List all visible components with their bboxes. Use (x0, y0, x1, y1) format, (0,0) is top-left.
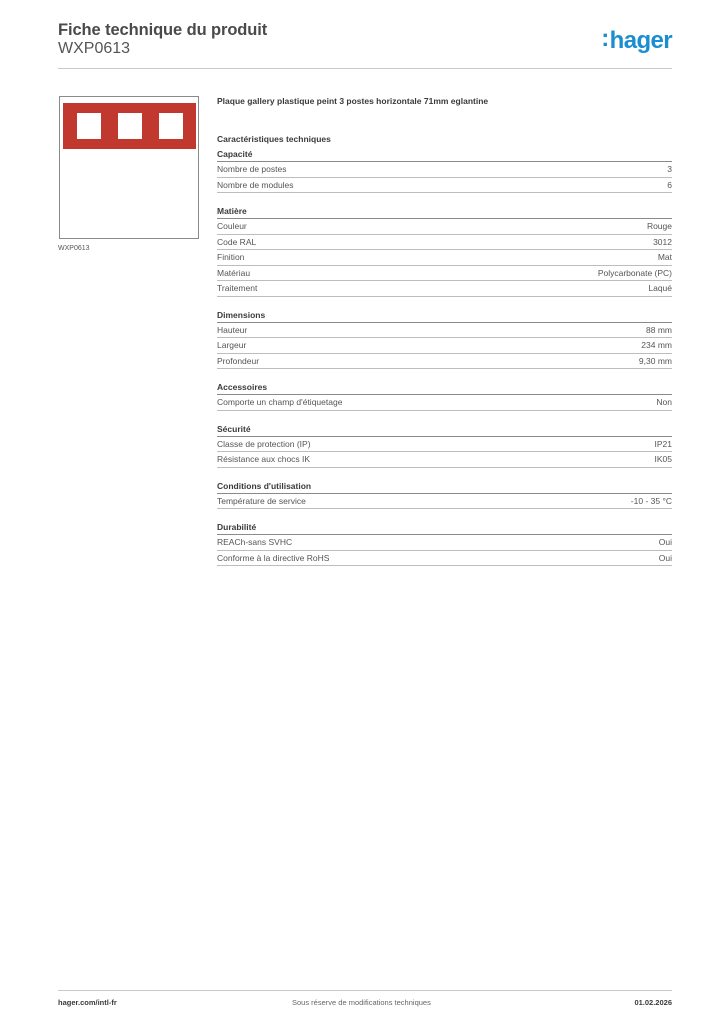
spec-row (217, 162, 672, 178)
spec-label: Nombre de postes (217, 164, 287, 174)
spec-label: Température de service (217, 495, 306, 506)
spec-row (217, 219, 672, 235)
spec-group-title: Conditions d'utilisation (217, 480, 672, 494)
spec-row (217, 494, 672, 510)
document-title: Fiche technique du produit (58, 21, 268, 39)
spec-row (217, 281, 672, 297)
spec-row (217, 437, 672, 453)
spec-content (217, 95, 672, 566)
footer-date: 01.02.2026 (634, 998, 672, 1007)
image-caption: WXP0613 (58, 245, 90, 252)
spec-label: Hauteur (217, 324, 248, 335)
plate-opening-3 (159, 113, 183, 139)
spec-value: 6 (667, 179, 672, 190)
spec-value: Rouge (646, 221, 672, 231)
spec-label: REACh-sans SVHC (217, 537, 293, 547)
product-reference: WXP0613 (58, 40, 131, 57)
spec-value: Polycarbonate (PC) (597, 267, 672, 278)
spec-label: Largeur (217, 340, 247, 350)
spec-value: IP21 (654, 438, 672, 449)
spec-label: Nombre de modules (217, 179, 294, 190)
spec-group-title: Durabilité (217, 521, 672, 535)
spec-label: Finition (217, 252, 245, 262)
spec-label: Code RAL (217, 236, 257, 247)
spec-row (217, 338, 672, 354)
spec-group-title: Dimensions (217, 309, 672, 323)
plate-opening-2 (118, 113, 142, 139)
spec-group (217, 148, 672, 193)
specs-heading: Caractéristiques techniques (217, 134, 331, 144)
spec-value: 88 mm (646, 324, 672, 335)
spec-label: Traitement (217, 283, 258, 293)
spec-row (217, 452, 672, 468)
spec-row (217, 266, 672, 282)
spec-value: Oui (658, 537, 672, 547)
spec-value: Laqué (648, 283, 672, 293)
footer-divider (58, 990, 672, 991)
spec-value: Oui (658, 552, 672, 563)
spec-row (217, 178, 672, 194)
logo-text: hager (609, 27, 672, 54)
spec-label: Conforme à la directive RoHS (217, 552, 330, 563)
spec-value: Mat (657, 252, 672, 262)
plate-opening-1 (77, 113, 101, 139)
spec-group-title: Accessoires (217, 381, 672, 395)
spec-label: Matériau (217, 267, 251, 278)
spec-label: Comporte un champ d'étiquetage (217, 397, 343, 407)
spec-groups (217, 148, 672, 566)
spec-group (217, 521, 672, 566)
product-description: Plaque gallery plastique peint 3 postes horizontale 71mm eglantine (217, 96, 489, 106)
wall-plate-illustration (63, 103, 196, 149)
spec-value: IK05 (654, 454, 672, 464)
footer-website[interactable]: hager.com/intl-fr (58, 998, 117, 1007)
spec-group-title: Capacité (217, 148, 672, 162)
page-header (58, 20, 672, 68)
spec-row (217, 235, 672, 251)
spec-group-title: Sécurité (217, 423, 672, 437)
spec-value: 3 (667, 164, 672, 174)
product-image (59, 96, 199, 239)
spec-value: Non (656, 397, 672, 407)
header-divider (58, 68, 672, 69)
spec-row (217, 535, 672, 551)
spec-label: Couleur (217, 221, 247, 231)
spec-row (217, 551, 672, 567)
logo-colon: : (601, 25, 609, 52)
spec-row (217, 354, 672, 370)
spec-group-title: Matière (217, 205, 672, 219)
spec-group (217, 381, 672, 411)
spec-row (217, 323, 672, 339)
spec-value: 3012 (653, 236, 672, 247)
spec-label: Profondeur (217, 355, 260, 366)
spec-value: -10 - 35 °C (630, 495, 672, 506)
spec-label: Classe de protection (IP) (217, 438, 311, 449)
spec-group (217, 205, 672, 297)
hager-logo (601, 27, 672, 55)
spec-value: 9,30 mm (638, 355, 672, 366)
spec-group (217, 423, 672, 468)
spec-label: Résistance aux chocs IK (217, 454, 311, 464)
spec-value: 234 mm (641, 340, 672, 350)
footer-notice: Sous réserve de modifications techniques (292, 998, 431, 1007)
spec-group (217, 480, 672, 510)
spec-group (217, 309, 672, 370)
spec-row (217, 395, 672, 411)
spec-row (217, 250, 672, 266)
